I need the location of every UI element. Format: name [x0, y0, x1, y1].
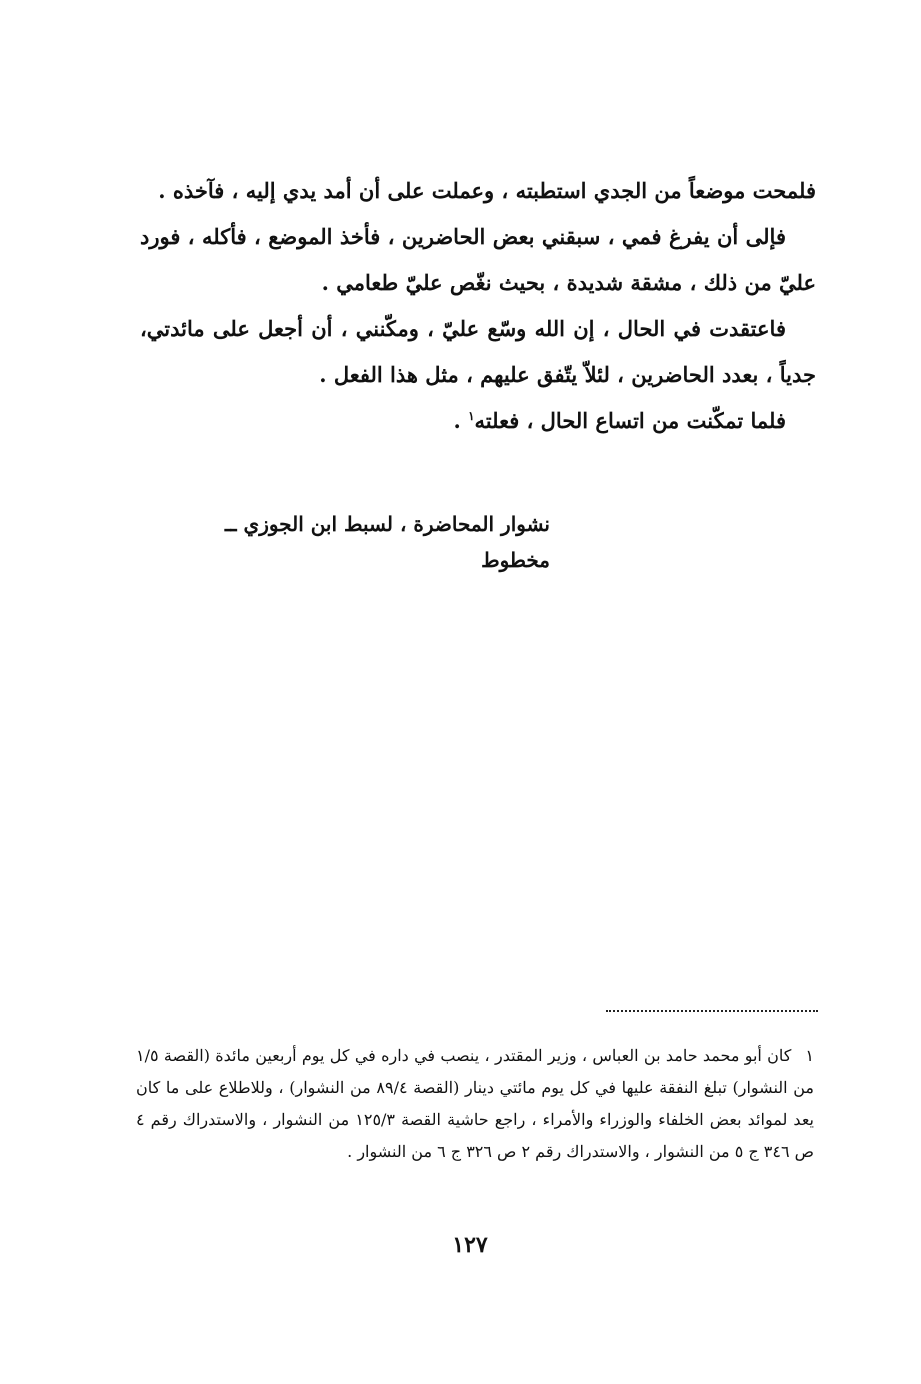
paragraph-4-end: .: [453, 408, 469, 433]
main-text: [140, 168, 816, 444]
paragraph-4: [140, 398, 816, 444]
page-number: ١٢٧: [452, 1232, 488, 1258]
footnote: [136, 1040, 814, 1168]
footnote-body: [136, 1040, 814, 1168]
source-citation: نشوار المحاضرة ، لسبط ابن الجوزي ــ مخطوط: [224, 512, 550, 572]
footnote-separator: [606, 1010, 818, 1012]
paragraph-1: فلمحت موضعاً من الجدي استطبته ، وعملت على أن أمد يدي إليه ، فآخذه .: [158, 178, 816, 203]
footnote-reference: ١: [468, 409, 475, 423]
paragraph-4-text: فلما تمكّنت من اتساع الحال ، فعلته: [474, 408, 786, 433]
paragraph-2: فإلى أن يفرغ فمي ، سبقني بعض الحاضرين ، فأخذ الموضع ، فأكله ، فورد عليّ من ذلك ، مشقة شديدة ، بحيث نغّص عليّ طعامي .: [140, 224, 816, 295]
footnote-text: كان أبو محمد حامد بن العباس ، وزير المقتدر ، ينصب في داره في كل يوم أربعين مائدة (القصة ١/٥ من النشوار) تبلغ النفقة عليها في كل يوم مائتي دينار (القصة ٨٩/٤ من النشوار) ، وللاطلاع على ما كان يعد لموائد بعض الخلفاء والوزراء والأمراء ، راجع حاشية القصة ١٢٥/٣ من النشوار ، والاستدراك رقم ٤ ص ٣٤٦ ج ٥ من النشوار ، والاستدراك رقم ٢ ص ٣٢٦ ج ٦ من النشوار .: [136, 1046, 815, 1161]
footnote-number: ١: [805, 1046, 814, 1065]
paragraph-3: فاعتقدت في الحال ، إن الله وسّع عليّ ، ومكّنني ، أن أجعل على مائدتي، جدياً ، بعدد الحاضرين ، لئلاّ يتّفق عليهم ، مثل هذا الفعل .: [140, 316, 816, 387]
